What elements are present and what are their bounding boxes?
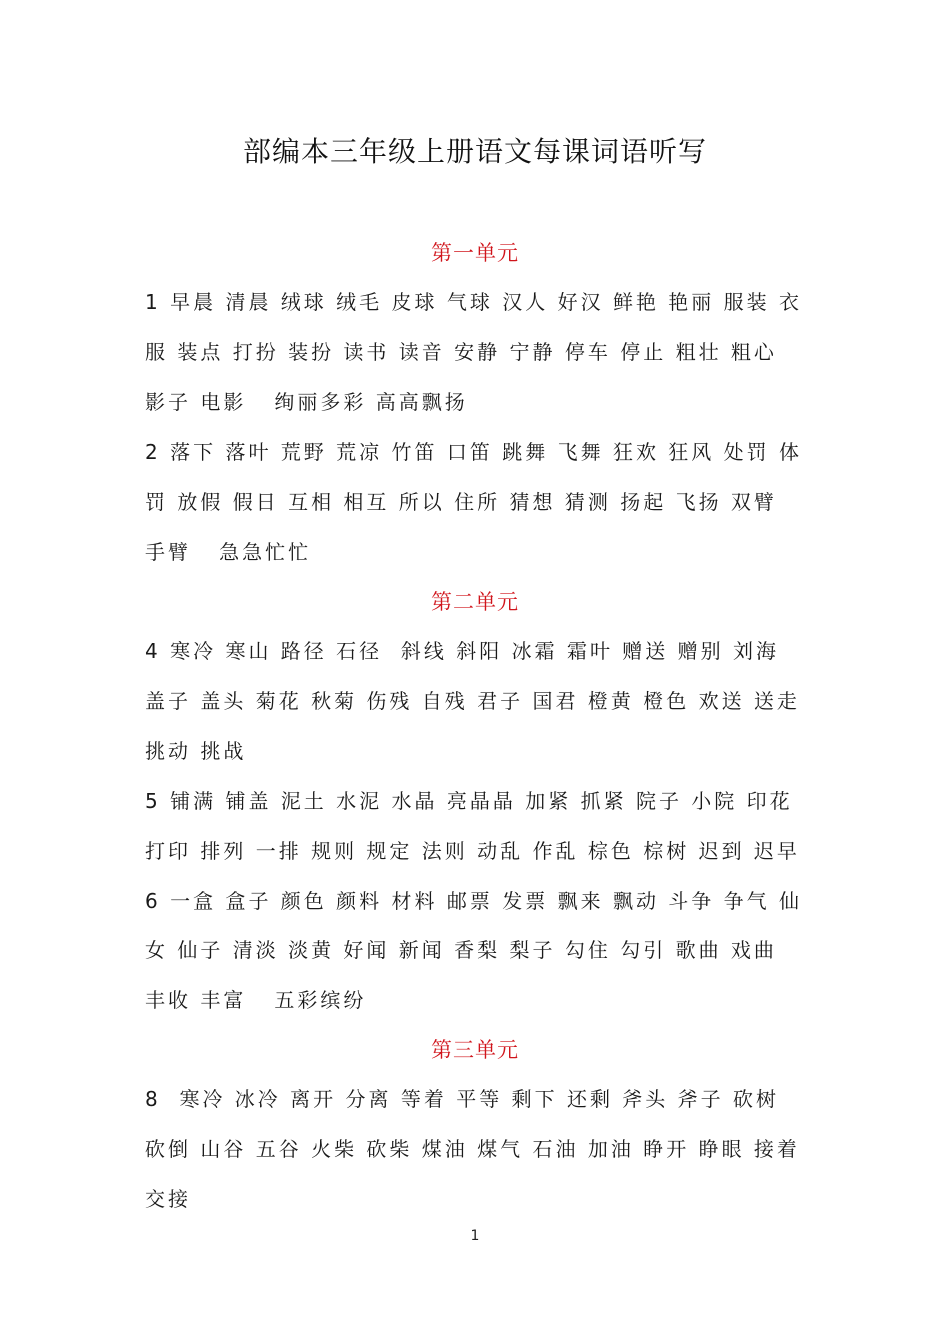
unit-2-line-2: 盖子 盖头 菊花 秋菊 伤残 自残 君子 国君 橙黄 橙色 欢送 送走 [145,689,800,713]
unit-1-line-3: 影子 电影 绚丽多彩 高高飘扬 [145,390,468,414]
unit-1-line-2: 服 装点 打扮 装扮 读书 读音 安静 宁静 停车 停止 粗壮 粗心 [145,340,777,364]
unit-1-line-6: 手臂 急急忙忙 [145,540,312,564]
unit-3-heading: 第三单元 [431,1038,519,1062]
unit-1-heading: 第一单元 [431,241,519,265]
document-title: 部编本三年级上册语文每课词语听写 [242,135,707,168]
page-number: 1 [470,1228,480,1244]
unit-3-line-2: 砍倒 山谷 五谷 火柴 砍柴 煤油 煤气 石油 加油 睁开 睁眼 接着 [145,1137,800,1161]
unit-2-heading: 第二单元 [431,590,519,614]
unit-2-line-8: 丰收 丰富 五彩缤纷 [145,988,367,1012]
unit-1-line-1: 1 早晨 清晨 绒球 绒毛 皮球 气球 汉人 好汉 鲜艳 艳丽 服装 衣 [145,290,803,314]
unit-2-line-5: 打印 排列 一排 规则 规定 法则 动乱 作乱 棕色 棕树 迟到 迟早 [145,839,800,863]
unit-1-line-4: 2 落下 落叶 荒野 荒凉 竹笛 口笛 跳舞 飞舞 狂欢 狂风 处罚 体 [145,440,803,464]
unit-1-line-5: 罚 放假 假日 互相 相互 所以 住所 猜想 猜测 扬起 飞扬 双臂 [145,490,777,514]
unit-3-line-3: 交接 [145,1187,191,1211]
unit-2-line-6: 6 一盒 盒子 颜色 颜料 材料 邮票 发票 飘来 飘动 斗争 争气 仙 [145,889,803,913]
unit-2-line-1: 4 寒冷 寒山 路径 石径 斜线 斜阳 冰霜 霜叶 赠送 赠别 刘海 [145,639,780,663]
unit-3-line-1: 8 寒冷 冰冷 离开 分离 等着 平等 剩下 还剩 斧头 斧子 砍树 [145,1087,780,1111]
unit-2-line-3: 挑动 挑战 [145,739,247,763]
unit-2-line-7: 女 仙子 清淡 淡黄 好闻 新闻 香梨 梨子 勾住 勾引 歌曲 戏曲 [145,938,777,962]
unit-2-line-4: 5 铺满 铺盖 泥土 水泥 水晶 亮晶晶 加紧 抓紧 院子 小院 印花 [145,789,793,813]
